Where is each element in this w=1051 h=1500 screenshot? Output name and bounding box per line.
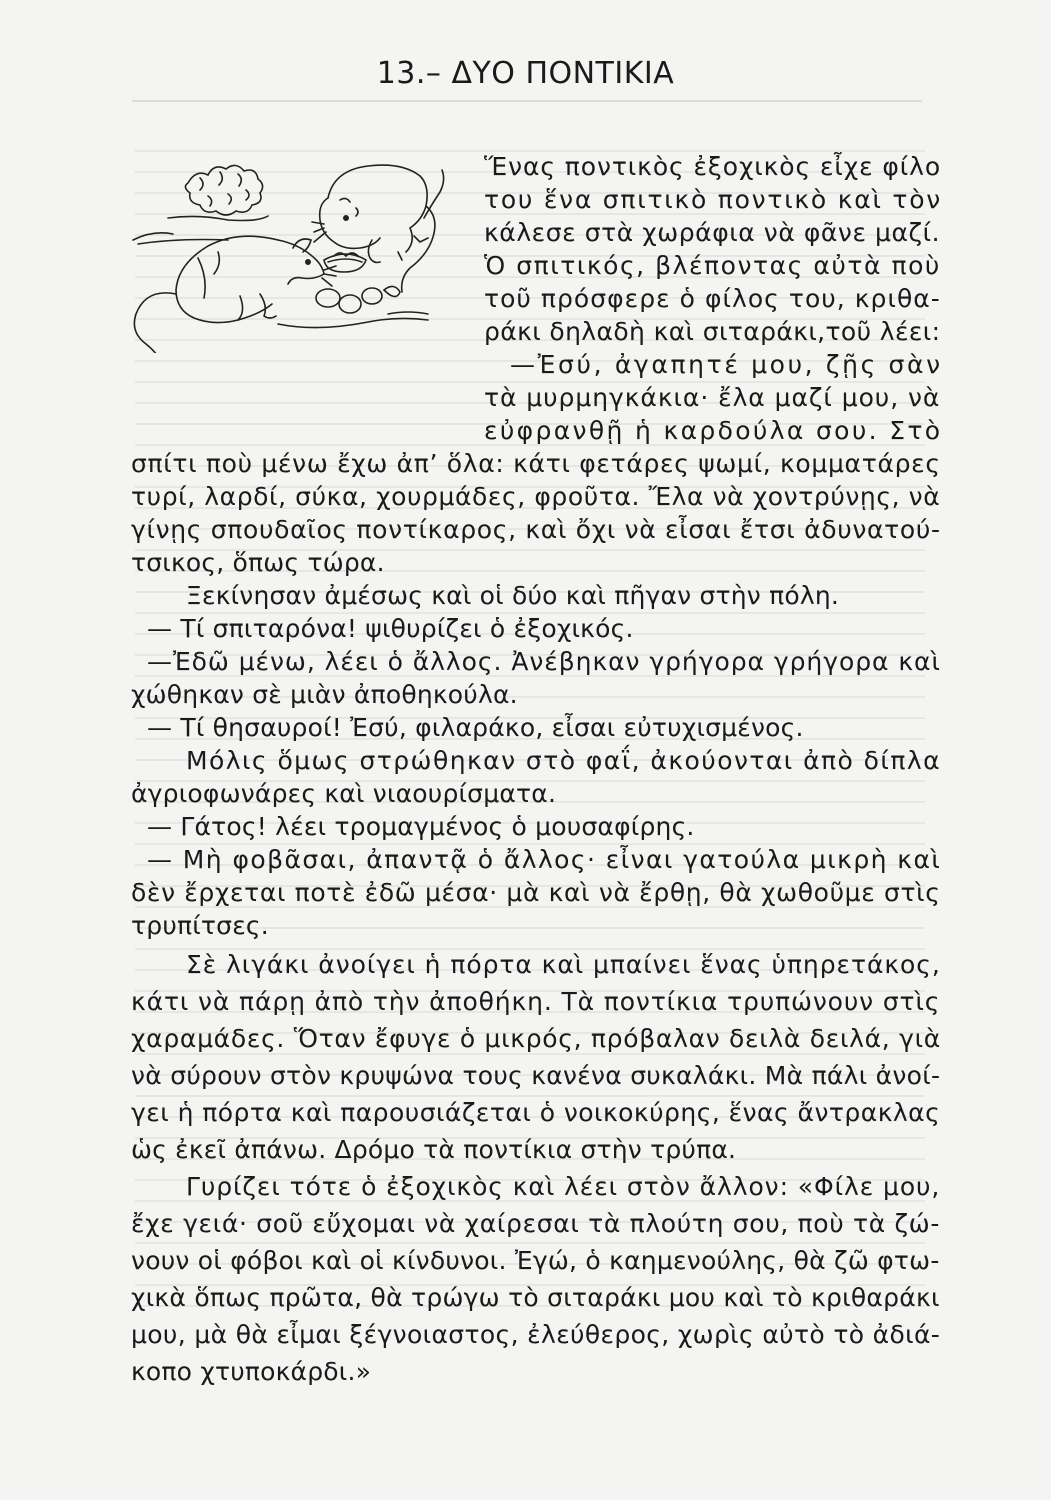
text-line: — Γάτος! λέει τρομαγμένος ὁ μουσαφίρης. xyxy=(147,812,695,841)
text-line: τυρί, λαρδί, σύκα, χουρμάδες, φροῦτα. Ἔλα νὰ χοντρύνῃς, νὰ xyxy=(131,482,941,511)
text-line: δὲν ἔρχεται ποτὲ ἐδῶ μέσα· μὰ καὶ νὰ ἔρθῃ, θὰ χωθοῦμε στὶς xyxy=(131,878,941,907)
text-line: νουν οἱ φόβοι καὶ οἱ κίνδυνοι. Ἐγώ, ὁ καημενούλης, θὰ ζῶ φτω- xyxy=(131,1246,940,1275)
text-line: γει ἡ πόρτα καὶ παρουσιάζεται ὁ νοικοκύρης, ἕνας ἄντρακλας xyxy=(131,1098,941,1127)
text-line: σπίτι ποὺ μένω ἔχω ἀπ’ ὅλα: κάτι φετάρες ψωμί, κομματάρες xyxy=(131,449,941,478)
text-line: τσικος, ὅπως τώρα. xyxy=(131,548,385,577)
text-line: εὐφρανθῇ ἡ καρδούλα σου. Στὸ xyxy=(484,416,943,445)
text-line: — Τί θησαυροί! Ἐσύ, φιλαράκο, εἶσαι εὐτυχισμένος. xyxy=(147,713,804,742)
text-line: Ξεκίνησαν ἀμέσως καὶ οἱ δύο καὶ πῆγαν στὴν πόλη. xyxy=(186,581,840,610)
bleed-through-rule xyxy=(132,100,922,102)
text-line: χικὰ ὅπως πρῶτα, θὰ τρώγω τὸ σιταράκι μου καὶ τὸ κριθαράκι xyxy=(131,1283,940,1312)
text-line: κοπο χτυποκάρδι.» xyxy=(131,1357,372,1386)
text-line: του ἕνα σπιτικὸ ποντικὸ καὶ τὸν xyxy=(484,185,943,214)
text-line: Ὁ σπιτικός, βλέποντας αὐτὰ ποὺ xyxy=(484,251,941,280)
text-line: —Ἐσύ, ἀγαπητέ μου, ζῇς σὰν xyxy=(510,350,943,379)
text-line: ὡς ἐκεῖ ἀπάνω. Δρόμο τὰ ποντίκια στὴν τρύπα. xyxy=(131,1135,737,1164)
text-line: χώθηκαν σὲ μιὰν ἀποθηκούλα. xyxy=(131,680,518,709)
text-line: χαραμάδες. Ὅταν ἔφυγε ὁ μικρός, πρόβαλαν δειλὰ δειλά, γιὰ xyxy=(131,1024,941,1053)
text-line: τὰ μυρμηγκάκια· ἔλα μαζί μου, νὰ xyxy=(484,383,941,412)
text-line: τρυπίτσες. xyxy=(131,911,269,940)
text-line: μου, μὰ θὰ εἶμαι ξέγνοιαστος, ἐλεύθερος, χωρὶς αὐτὸ τὸ ἀδιά- xyxy=(131,1320,941,1349)
text-line: γίνῃς σπουδαῖος ποντίκαρος, καὶ ὄχι νὰ εἶσαι ἔτσι ἀδυνατού- xyxy=(131,515,941,544)
text-line: Ἕνας ποντικὸς ἐξοχικὸς εἶχε φίλο xyxy=(484,152,942,181)
text-line: ράκι δηλαδὴ καὶ σιταράκι,τοῦ λέει: xyxy=(484,317,941,346)
page-title: 13.– ΔΥΟ ΠΟΝΤΙΚΙΑ xyxy=(376,56,675,91)
text-line: ἀγριοφωνάρες καὶ νιαουρίσματα. xyxy=(131,779,557,808)
two-mice-illustration xyxy=(128,148,448,353)
text-line: Μόλις ὅμως στρώθηκαν στὸ φαΐ, ἀκούονται ἀπὸ δίπλα xyxy=(186,746,941,775)
text-line: — Μὴ φοβᾶσαι, ἀπαντᾷ ὁ ἄλλος· εἶναι γατούλα μικρὴ καὶ xyxy=(147,845,942,874)
text-line: νὰ σύρουν στὸν κρυψώνα τους κανένα συκαλάκι. Μὰ πάλι ἀνοί- xyxy=(131,1061,941,1090)
text-line: Σὲ λιγάκι ἀνοίγει ἡ πόρτα καὶ μπαίνει ἕνας ὑπηρετάκος, xyxy=(186,950,941,979)
text-line: Γυρίζει τότε ὁ ἐξοχικὸς καὶ λέει στὸν ἄλλον: «Φίλε μου, xyxy=(186,1172,941,1201)
text-line: κάτι νὰ πάρῃ ἀπὸ τὴν ἀποθήκη. Τὰ ποντίκια τρυπώνουν στὶς xyxy=(131,987,941,1016)
text-line: — Τί σπιταρόνα! ψιθυρίζει ὁ ἐξοχικός. xyxy=(147,614,634,643)
text-line: ἔχε γειά· σοῦ εὔχομαι νὰ χαίρεσαι τὰ πλούτη σου, ποὺ τὰ ζώ- xyxy=(131,1209,941,1238)
text-line: τοῦ πρόσφερε ὁ φίλος του, κριθα- xyxy=(484,284,941,313)
text-line: κάλεσε στὰ χωράφια νὰ φᾶνε μαζί. xyxy=(484,218,941,247)
text-line: —Ἐδῶ μένω, λέει ὁ ἄλλος. Ἀνέβηκαν γρήγορα γρήγορα καὶ xyxy=(147,647,941,676)
